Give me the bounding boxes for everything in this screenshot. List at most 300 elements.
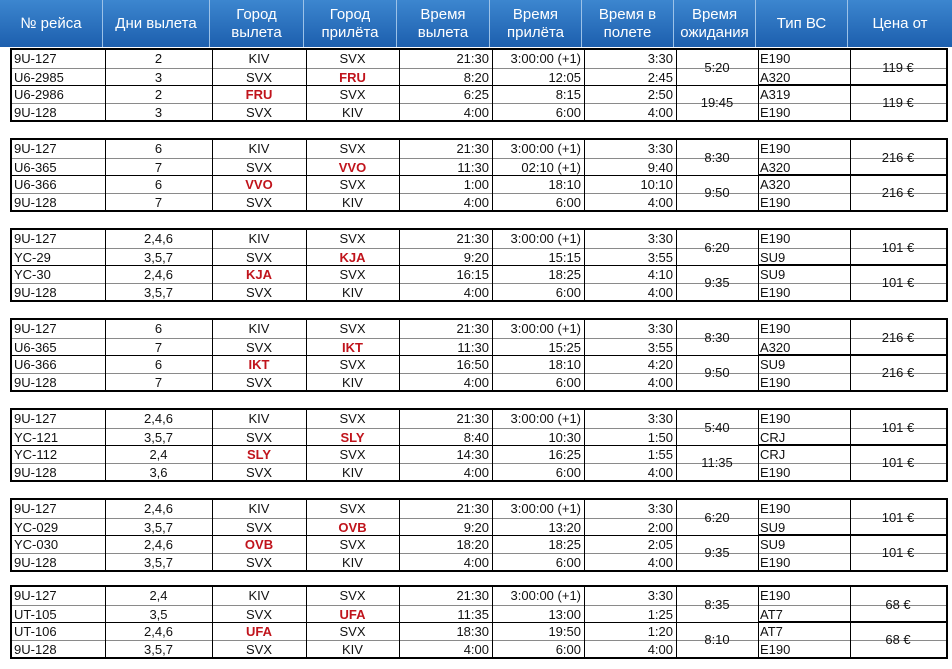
- column-divider: [399, 320, 400, 390]
- arrival-time-cell: 18:10: [548, 357, 581, 372]
- departure-time-cell: 4:00: [463, 464, 489, 480]
- departure-city-cell: SVX: [245, 554, 272, 570]
- flight-duration-cell: 3:55: [647, 249, 673, 265]
- arrival-city-cell: SVX: [339, 321, 366, 336]
- column-divider: [399, 230, 400, 300]
- departure-city-cell: SVX: [245, 606, 272, 622]
- table-row: [12, 140, 946, 158]
- wait-time-cell: 11:35: [701, 455, 733, 470]
- arrival-time-cell: 3:00:00 (+1): [510, 141, 581, 156]
- departure-time-cell: 4:00: [463, 284, 489, 300]
- arrival-city-cell: SVX: [339, 588, 366, 603]
- aircraft-type-cell: E190: [760, 464, 791, 480]
- aircraft-type-cell: A320: [760, 159, 791, 175]
- arrival-city-cell: KJA: [339, 249, 366, 265]
- arrival-city-cell: KIV: [342, 464, 363, 480]
- departure-time-cell: 16:50: [456, 357, 489, 372]
- arrival-city-cell: UFA: [339, 606, 366, 622]
- wait-time-cell: 8:35: [704, 597, 730, 612]
- arrival-time-cell: 10:30: [548, 429, 581, 445]
- departure-city-cell: FRU: [245, 87, 273, 102]
- departure-time-cell: 4:00: [463, 554, 489, 570]
- table-row: [12, 445, 946, 464]
- days-cell: 2,4: [149, 447, 168, 462]
- aircraft-type-cell: E190: [760, 374, 791, 390]
- header-wait-time: Время ожидания: [674, 0, 756, 47]
- wait-time-cell: 6:20: [704, 510, 730, 525]
- flight-duration-cell: 1:20: [647, 624, 673, 639]
- column-divider: [492, 320, 493, 390]
- table-row: [12, 283, 946, 302]
- wait-time-cell: 8:30: [704, 330, 730, 345]
- table-row: [12, 50, 946, 68]
- table-row: [12, 85, 946, 104]
- column-divider: [105, 230, 106, 300]
- column-divider: [399, 587, 400, 657]
- flight-number-cell: 9U-128: [14, 194, 57, 210]
- days-cell: 2,4,6: [144, 624, 173, 639]
- column-divider: [584, 587, 585, 657]
- flight-number-cell: 9U-128: [14, 284, 57, 300]
- days-cell: 3,5,7: [144, 429, 173, 445]
- days-cell: 3: [154, 69, 163, 85]
- route-group: [10, 585, 948, 659]
- header-arr-city: Город прилёта: [304, 0, 397, 47]
- arrival-city-cell: KIV: [342, 104, 363, 120]
- table-row: [12, 320, 946, 338]
- column-divider: [105, 410, 106, 480]
- column-divider: [212, 230, 213, 300]
- price-cell: 101 €: [881, 510, 915, 525]
- flight-duration-cell: 9:40: [647, 159, 673, 175]
- aircraft-pair-divider: [758, 354, 850, 356]
- flight-number-cell: 9U-127: [14, 51, 57, 66]
- wait-time-cell: 9:35: [704, 275, 730, 290]
- arrival-time-cell: 12:05: [548, 69, 581, 85]
- departure-city-cell: SVX: [245, 159, 272, 175]
- aircraft-type-cell: E190: [760, 588, 791, 603]
- table-row: [12, 175, 946, 194]
- wait-time-cell: 8:30: [704, 150, 730, 165]
- column-divider: [584, 230, 585, 300]
- days-cell: 6: [154, 357, 163, 372]
- header-days: Дни вылета: [103, 0, 210, 47]
- column-divider: [584, 140, 585, 210]
- flight-duration-cell: 3:30: [647, 231, 673, 246]
- departure-time-cell: 21:30: [456, 411, 489, 426]
- days-cell: 3,5,7: [144, 554, 173, 570]
- header-dep-city: Город вылета: [210, 0, 304, 47]
- arrival-time-cell: 8:15: [555, 87, 581, 102]
- price-cell: 119 €: [882, 60, 914, 75]
- flight-duration-cell: 4:20: [647, 357, 673, 372]
- arrival-city-cell: KIV: [342, 554, 363, 570]
- flight-duration-cell: 3:30: [647, 141, 673, 156]
- aircraft-type-cell: SU9: [760, 249, 786, 265]
- flight-duration-cell: 4:00: [647, 464, 673, 480]
- column-divider: [492, 410, 493, 480]
- wait-time-cell: 9:35: [704, 545, 730, 560]
- table-row: [12, 587, 946, 605]
- route-group: [10, 48, 948, 122]
- departure-time-cell: 21:30: [456, 141, 489, 156]
- departure-city-cell: SVX: [245, 249, 272, 265]
- column-divider: [105, 50, 106, 120]
- flight-number-cell: U6-365: [14, 339, 57, 355]
- arrival-time-cell: 6:00: [555, 464, 581, 480]
- departure-time-cell: 11:30: [457, 339, 489, 355]
- column-divider: [212, 50, 213, 120]
- table-row: [12, 355, 946, 374]
- arrival-time-cell: 6:00: [555, 554, 581, 570]
- column-divider: [492, 587, 493, 657]
- aircraft-pair-divider: [758, 444, 850, 446]
- column-divider: [105, 587, 106, 657]
- departure-time-cell: 11:30: [457, 159, 489, 175]
- days-cell: 2: [154, 51, 163, 66]
- arrival-city-cell: SVX: [339, 177, 366, 192]
- aircraft-type-cell: SU9: [760, 537, 786, 552]
- arrival-time-cell: 3:00:00 (+1): [510, 501, 581, 516]
- table-row: [12, 193, 946, 212]
- column-divider: [212, 320, 213, 390]
- arrival-city-cell: IKT: [342, 339, 363, 355]
- days-cell: 7: [154, 159, 163, 175]
- days-cell: 2,4: [149, 588, 168, 603]
- arrival-city-cell: SVX: [339, 357, 366, 372]
- flight-number-cell: YC-112: [14, 447, 58, 462]
- days-cell: 2,4,6: [144, 267, 173, 282]
- column-divider: [105, 500, 106, 570]
- column-divider: [399, 50, 400, 120]
- departure-city-cell: KIV: [248, 231, 270, 246]
- price-cell: 119 €: [882, 95, 914, 110]
- arrival-city-cell: KIV: [342, 374, 363, 390]
- aircraft-type-cell: E190: [760, 231, 791, 246]
- flight-number-cell: 9U-127: [14, 501, 57, 516]
- arrival-time-cell: 3:00:00 (+1): [510, 588, 581, 603]
- price-cell: 216 €: [881, 185, 915, 200]
- departure-city-cell: SLY: [246, 447, 272, 462]
- departure-city-cell: KJA: [245, 267, 272, 282]
- table-row: [12, 463, 946, 482]
- aircraft-type-cell: AT7: [760, 606, 783, 622]
- aircraft-type-cell: A320: [760, 177, 791, 192]
- arrival-time-cell: 16:25: [548, 447, 581, 462]
- column-divider: [212, 500, 213, 570]
- flight-number-cell: 9U-127: [14, 411, 57, 426]
- wait-time-cell: 8:10: [704, 632, 730, 647]
- flight-duration-cell: 4:00: [647, 284, 673, 300]
- arrival-time-cell: 13:20: [548, 519, 581, 535]
- flight-number-cell: 9U-127: [14, 231, 57, 246]
- days-cell: 3,5,7: [144, 284, 173, 300]
- departure-time-cell: 18:30: [456, 624, 489, 639]
- table-row: [12, 265, 946, 284]
- arrival-city-cell: SVX: [339, 231, 366, 246]
- arrival-city-cell: KIV: [342, 641, 363, 657]
- aircraft-pair-divider: [758, 174, 850, 176]
- aircraft-type-cell: CRJ: [760, 447, 786, 462]
- flight-duration-cell: 1:50: [647, 429, 673, 445]
- header-flight-time: Время в полете: [582, 0, 674, 47]
- table-row: [12, 410, 946, 428]
- days-cell: 3,5: [149, 606, 168, 622]
- column-divider: [306, 500, 307, 570]
- flight-number-cell: YC-029: [14, 519, 59, 535]
- arrival-time-cell: 6:00: [555, 104, 581, 120]
- flight-duration-cell: 1:25: [647, 606, 673, 622]
- flight-number-cell: U6-2986: [14, 87, 64, 102]
- departure-city-cell: SVX: [245, 194, 272, 210]
- departure-city-cell: IKT: [248, 357, 270, 372]
- flight-duration-cell: 10:10: [640, 177, 673, 192]
- flight-number-cell: 9U-128: [14, 554, 57, 570]
- departure-city-cell: SVX: [245, 69, 272, 85]
- flight-number-cell: U6-365: [14, 159, 57, 175]
- table-header: [0, 0, 952, 47]
- wait-time-cell: 9:50: [704, 185, 730, 200]
- departure-city-cell: SVX: [245, 104, 272, 120]
- days-cell: 7: [154, 339, 163, 355]
- arrival-time-cell: 13:00: [548, 606, 581, 622]
- column-divider: [584, 50, 585, 120]
- aircraft-type-cell: E190: [760, 194, 791, 210]
- flight-number-cell: 9U-128: [14, 374, 57, 390]
- column-divider: [212, 410, 213, 480]
- price-cell: 101 €: [881, 545, 915, 560]
- departure-time-cell: 16:15: [456, 267, 489, 282]
- departure-time-cell: 4:00: [463, 374, 489, 390]
- arrival-city-cell: VVO: [338, 159, 367, 175]
- table-row: [12, 622, 946, 641]
- flight-number-cell: YC-30: [14, 267, 51, 282]
- wait-time-cell: 5:20: [704, 60, 730, 75]
- days-cell: 7: [154, 374, 163, 390]
- arrival-city-cell: SVX: [339, 267, 366, 282]
- days-cell: 3: [154, 104, 163, 120]
- arrival-time-cell: 6:00: [555, 641, 581, 657]
- table-row: [12, 373, 946, 392]
- price-cell: 216 €: [881, 365, 915, 380]
- departure-city-cell: SVX: [245, 339, 272, 355]
- days-cell: 3,5,7: [144, 519, 173, 535]
- header-flight-no: № рейса: [0, 0, 103, 47]
- wait-time-cell: 5:40: [704, 420, 730, 435]
- column-divider: [492, 500, 493, 570]
- arrival-city-cell: SVX: [339, 411, 366, 426]
- flight-number-cell: U6-366: [14, 357, 57, 372]
- arrival-time-cell: 6:00: [555, 284, 581, 300]
- arrival-city-cell: SVX: [339, 501, 366, 516]
- aircraft-pair-divider: [758, 264, 850, 266]
- flight-number-cell: YC-29: [14, 249, 51, 265]
- departure-city-cell: KIV: [248, 411, 270, 426]
- departure-city-cell: SVX: [245, 464, 272, 480]
- days-cell: 2,4,6: [144, 501, 173, 516]
- departure-time-cell: 21:30: [456, 321, 489, 336]
- table-row: [12, 230, 946, 248]
- aircraft-type-cell: SU9: [760, 357, 786, 372]
- route-group: [10, 318, 948, 392]
- arrival-city-cell: KIV: [342, 284, 363, 300]
- flight-number-cell: 9U-127: [14, 588, 57, 603]
- departure-time-cell: 6:25: [463, 87, 489, 102]
- column-divider: [105, 320, 106, 390]
- arrival-time-cell: 3:00:00 (+1): [510, 411, 581, 426]
- aircraft-type-cell: E190: [760, 51, 791, 66]
- column-divider: [306, 140, 307, 210]
- aircraft-pair-divider: [758, 84, 850, 86]
- column-divider: [399, 410, 400, 480]
- route-group: [10, 228, 948, 302]
- column-divider: [399, 140, 400, 210]
- aircraft-pair-divider: [758, 534, 850, 536]
- flight-duration-cell: 2:00: [647, 519, 673, 535]
- departure-city-cell: SVX: [245, 429, 272, 445]
- flight-number-cell: U6-2985: [14, 69, 64, 85]
- price-cell: 216 €: [881, 330, 915, 345]
- departure-time-cell: 18:20: [456, 537, 489, 552]
- table-row: [12, 535, 946, 554]
- flight-duration-cell: 4:00: [647, 194, 673, 210]
- flight-number-cell: 9U-128: [14, 464, 57, 480]
- header-aircraft: Тип ВС: [756, 0, 848, 47]
- departure-city-cell: KIV: [248, 321, 270, 336]
- wait-time-cell: 6:20: [704, 240, 730, 255]
- arrival-time-cell: 15:15: [548, 249, 581, 265]
- price-cell: 216 €: [881, 150, 915, 165]
- departure-time-cell: 11:35: [457, 606, 489, 622]
- departure-time-cell: 21:30: [456, 231, 489, 246]
- arrival-city-cell: SVX: [339, 447, 366, 462]
- days-cell: 6: [154, 177, 163, 192]
- arrival-time-cell: 6:00: [555, 374, 581, 390]
- flight-number-cell: 9U-127: [14, 141, 57, 156]
- flight-number-cell: UT-106: [14, 624, 57, 639]
- departure-time-cell: 1:00: [463, 177, 489, 192]
- flight-number-cell: 9U-128: [14, 641, 57, 657]
- days-cell: 2,4,6: [144, 411, 173, 426]
- flight-duration-cell: 3:55: [647, 339, 673, 355]
- departure-city-cell: OVB: [244, 537, 274, 552]
- departure-time-cell: 9:20: [463, 519, 489, 535]
- column-divider: [584, 410, 585, 480]
- aircraft-type-cell: E190: [760, 284, 791, 300]
- aircraft-type-cell: E190: [760, 321, 791, 336]
- days-cell: 6: [154, 321, 163, 336]
- wait-time-cell: 19:45: [700, 95, 734, 110]
- header-arr-time: Время прилёта: [490, 0, 582, 47]
- route-group: [10, 498, 948, 572]
- price-cell: 101 €: [881, 240, 915, 255]
- column-divider: [492, 230, 493, 300]
- departure-time-cell: 14:30: [456, 447, 489, 462]
- arrival-city-cell: SVX: [339, 537, 366, 552]
- arrival-city-cell: SLY: [340, 429, 365, 445]
- arrival-time-cell: 19:50: [548, 624, 581, 639]
- flight-number-cell: YC-030: [14, 537, 59, 552]
- arrival-city-cell: KIV: [342, 194, 363, 210]
- header-price: Цена от: [848, 0, 952, 47]
- table-row: [12, 553, 946, 572]
- aircraft-type-cell: E190: [760, 104, 791, 120]
- days-cell: 7: [154, 194, 163, 210]
- column-divider: [584, 500, 585, 570]
- column-divider: [306, 410, 307, 480]
- departure-city-cell: SVX: [245, 374, 272, 390]
- column-divider: [306, 230, 307, 300]
- days-cell: 6: [154, 141, 163, 156]
- column-divider: [306, 587, 307, 657]
- aircraft-type-cell: SU9: [760, 267, 786, 282]
- departure-time-cell: 21:30: [456, 588, 489, 603]
- column-divider: [584, 320, 585, 390]
- aircraft-type-cell: E190: [760, 554, 791, 570]
- flight-duration-cell: 3:30: [647, 51, 673, 66]
- flight-duration-cell: 4:10: [647, 267, 673, 282]
- days-cell: 3,5,7: [144, 249, 173, 265]
- arrival-time-cell: 3:00:00 (+1): [510, 231, 581, 246]
- flight-duration-cell: 2:45: [647, 69, 673, 85]
- flight-duration-cell: 4:00: [647, 104, 673, 120]
- aircraft-type-cell: A320: [760, 339, 791, 355]
- column-divider: [306, 50, 307, 120]
- departure-time-cell: 21:30: [456, 501, 489, 516]
- column-divider: [492, 50, 493, 120]
- departure-time-cell: 21:30: [456, 51, 489, 66]
- column-divider: [212, 140, 213, 210]
- aircraft-type-cell: E190: [760, 641, 791, 657]
- flight-duration-cell: 2:50: [647, 87, 673, 102]
- arrival-city-cell: SVX: [339, 87, 366, 102]
- departure-city-cell: KIV: [248, 51, 270, 66]
- flight-duration-cell: 1:55: [647, 447, 673, 462]
- aircraft-type-cell: A320: [760, 69, 791, 85]
- departure-city-cell: VVO: [245, 177, 273, 192]
- days-cell: 2,4,6: [144, 537, 173, 552]
- arrival-city-cell: SVX: [339, 624, 366, 639]
- aircraft-type-cell: SU9: [760, 519, 786, 535]
- column-divider: [212, 587, 213, 657]
- days-cell: 2: [154, 87, 163, 102]
- aircraft-type-cell: E190: [760, 501, 791, 516]
- flight-duration-cell: 4:00: [647, 641, 673, 657]
- flight-duration-cell: 3:30: [647, 411, 673, 426]
- flight-number-cell: YC-121: [14, 429, 59, 445]
- departure-time-cell: 4:00: [463, 194, 489, 210]
- departure-city-cell: SVX: [245, 284, 272, 300]
- column-divider: [492, 140, 493, 210]
- aircraft-type-cell: A319: [760, 87, 791, 102]
- flight-duration-cell: 3:30: [647, 501, 673, 516]
- arrival-time-cell: 02:10 (+1): [521, 159, 581, 175]
- flight-number-cell: 9U-127: [14, 321, 57, 336]
- flight-number-cell: U6-366: [14, 177, 57, 192]
- arrival-time-cell: 3:00:00 (+1): [510, 51, 581, 66]
- price-cell: 68 €: [885, 632, 911, 647]
- arrival-time-cell: 3:00:00 (+1): [510, 321, 581, 336]
- table-row: [12, 500, 946, 518]
- aircraft-type-cell: E190: [760, 141, 791, 156]
- arrival-time-cell: 18:25: [548, 267, 581, 282]
- flight-number-cell: 9U-128: [14, 104, 57, 120]
- arrival-time-cell: 6:00: [555, 194, 581, 210]
- flight-duration-cell: 3:30: [647, 588, 673, 603]
- aircraft-type-cell: E190: [760, 411, 791, 426]
- column-divider: [399, 500, 400, 570]
- price-cell: 101 €: [881, 420, 915, 435]
